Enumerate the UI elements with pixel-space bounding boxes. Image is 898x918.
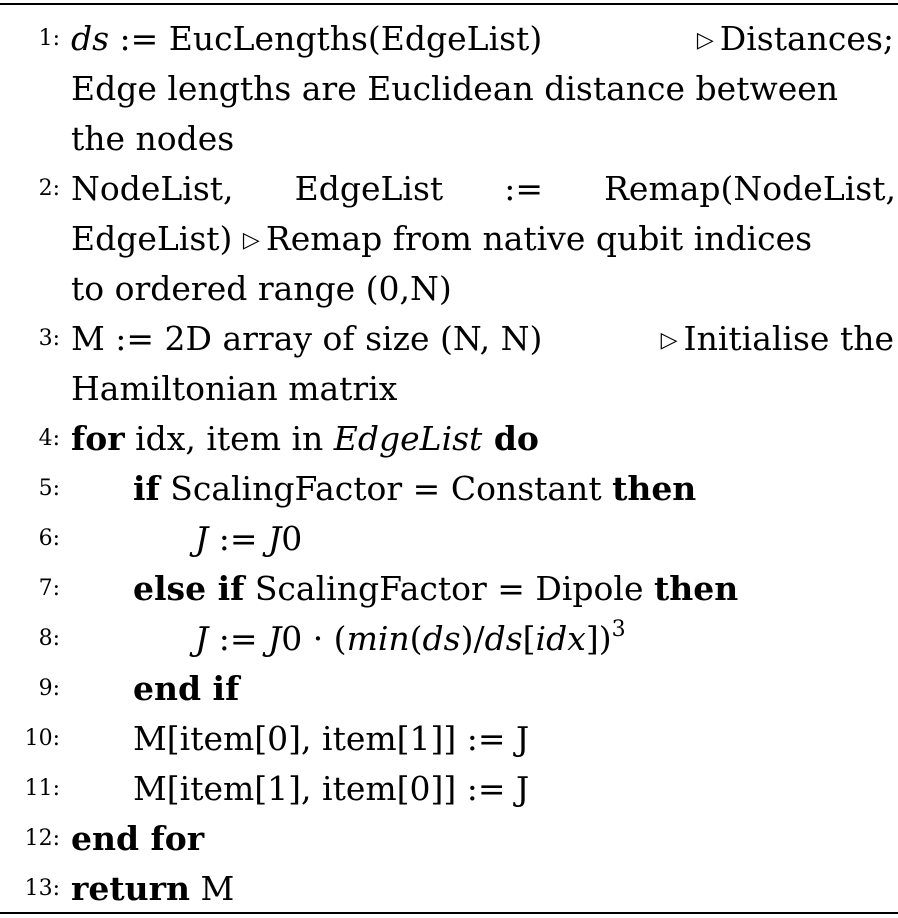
line-content: M[item[1], item[0]] := J <box>133 769 530 808</box>
algo-line-2 <box>0 164 898 214</box>
comment: ▷ Distances; <box>696 19 894 58</box>
ds-var: ds <box>71 19 110 58</box>
comment-triangle-icon: ▷ <box>696 28 714 53</box>
line-number: 7: <box>38 576 60 601</box>
line-content: else if ScalingFactor = Dipole then <box>133 569 739 608</box>
algo-line-2-cont2 <box>0 264 898 314</box>
line-content: for idx, item in EdgeList do <box>71 419 539 458</box>
algo-line-5 <box>0 464 898 514</box>
line-content: M := 2D array of size (N, N) ▷ Initialise the <box>71 314 896 364</box>
algo-line-10 <box>0 714 898 764</box>
keyword-end-for: end for <box>71 819 205 858</box>
line-content: return M <box>71 869 235 908</box>
comment-triangle-icon: ▷ <box>242 228 260 253</box>
bottom-rule <box>0 912 898 914</box>
keyword-return: return <box>71 869 190 908</box>
keyword-for: for <box>71 419 125 458</box>
algo-line-4 <box>0 414 898 464</box>
algo-line-2-cont <box>0 214 898 264</box>
line-content: EdgeList) ▷ Remap from native qubit indices <box>71 219 813 258</box>
line-content: M[item[0], item[1]] := J <box>133 719 530 758</box>
algorithm-block <box>0 14 898 914</box>
algo-line-3 <box>0 314 898 364</box>
algo-line-8 <box>0 614 898 664</box>
keyword-else-if: else if <box>133 569 245 608</box>
algo-line-6 <box>0 514 898 564</box>
algo-line-13 <box>0 864 898 914</box>
algo-line-7 <box>0 564 898 614</box>
line-content: the nodes <box>71 119 235 158</box>
keyword-then: then <box>654 569 739 608</box>
exponent: 3 <box>611 617 626 642</box>
line-number: 3: <box>38 326 60 351</box>
line-content <box>71 14 896 64</box>
line-number: 13: <box>24 876 60 901</box>
line-content: if ScalingFactor = Constant then <box>133 469 697 508</box>
line-number: 1: <box>38 26 60 51</box>
line-content: NodeList, EdgeList := Remap(NodeList, <box>71 169 896 208</box>
line-number: 4: <box>38 426 60 451</box>
top-rule <box>0 3 898 5</box>
algo-line-9 <box>0 664 898 714</box>
line-content: J := $J0 \cdot (\min(ds)/ds[idx])^3$ <box>195 617 626 658</box>
algo-line-3-cont <box>0 364 898 414</box>
algo-line-12 <box>0 814 898 864</box>
comment: ▷ Initialise the <box>660 319 894 358</box>
line-number: 10: <box>24 726 60 751</box>
line-number: 12: <box>24 826 60 851</box>
line-number: 6: <box>38 526 60 551</box>
algo-line-1 <box>0 14 898 64</box>
algo-line-1-cont <box>0 64 898 114</box>
algo-line-11 <box>0 764 898 814</box>
line-number: 2: <box>38 176 60 201</box>
keyword-then: then <box>612 469 697 508</box>
line-content: Edge lengths are Euclidean distance between <box>71 69 839 108</box>
assign-text: := EucLengths(EdgeList) <box>109 19 543 58</box>
keyword-end-if: end if <box>133 669 240 708</box>
line-number: 5: <box>38 476 60 501</box>
comment-triangle-icon: ▷ <box>660 328 678 353</box>
line-number: 11: <box>24 776 60 801</box>
keyword-if: if <box>133 469 160 508</box>
line-number: 9: <box>38 676 60 701</box>
line-content: to ordered range (0,N) <box>71 269 452 308</box>
keyword-do: do <box>482 419 539 458</box>
line-content: J := J0 <box>195 519 303 558</box>
line-content: Hamiltonian matrix <box>71 369 398 408</box>
line-number: 8: <box>38 626 60 651</box>
algo-line-1-cont2 <box>0 114 898 164</box>
